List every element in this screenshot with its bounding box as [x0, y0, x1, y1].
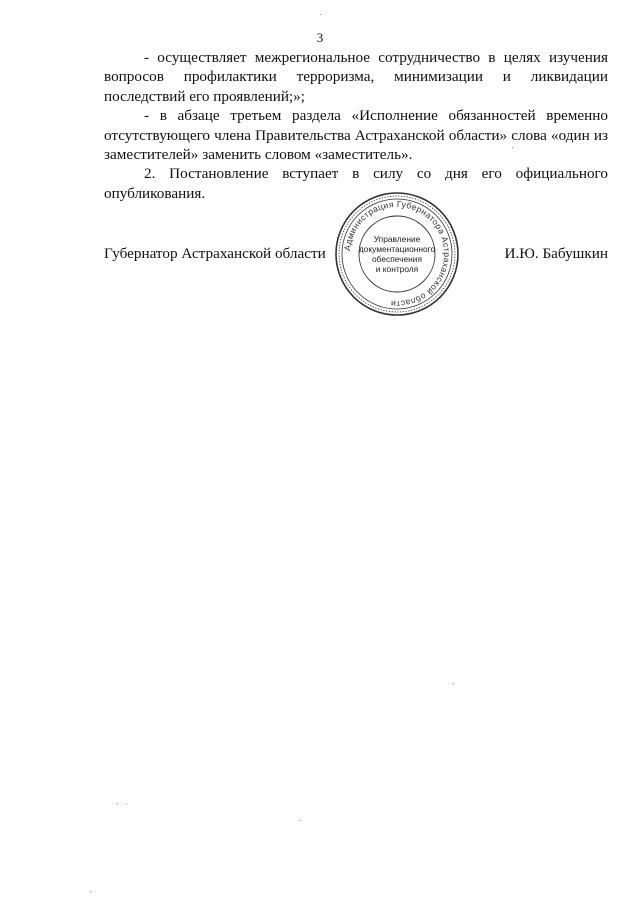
page-number: 3	[316, 30, 324, 45]
document-body	[104, 48, 608, 203]
seal-ring-text: Администрация Губернатора Астраханской области	[342, 198, 453, 310]
signature-position: Губернатор Астраханской области	[104, 245, 326, 262]
paragraph-effective-date: 2. Постановление вступает в силу со дня его официального опубликования.	[104, 165, 608, 202]
scan-speck	[90, 891, 91, 892]
scan-speck	[299, 820, 300, 821]
scan-speck	[320, 14, 321, 15]
scan-speck	[453, 683, 454, 684]
signature-name: И.Ю. Бабушкин	[504, 245, 608, 262]
paragraph-interregional-cooperation: - осуществляет межрегиональное сотрудничество в целях изучения вопросов профилактики терроризма, минимизации и ликвидации последствий его проявлений;»;	[104, 49, 608, 105]
seal-center	[358, 218, 436, 290]
seal-line: Управление	[373, 234, 421, 244]
scan-speck	[126, 803, 127, 804]
scan-speck	[117, 803, 118, 804]
seal-line: обеспечения	[372, 254, 422, 264]
seal-line: документационного	[358, 244, 436, 254]
scan-speck	[512, 147, 513, 148]
seal-line: и контроля	[375, 264, 419, 274]
paragraph-amendment-deputy: - в абзаце третьем раздела «Исполнение обязанностей временно отсутствующего члена Правительства Астраханской области» слова «один из заместителей» заменить словом «заместитель».	[104, 107, 608, 164]
